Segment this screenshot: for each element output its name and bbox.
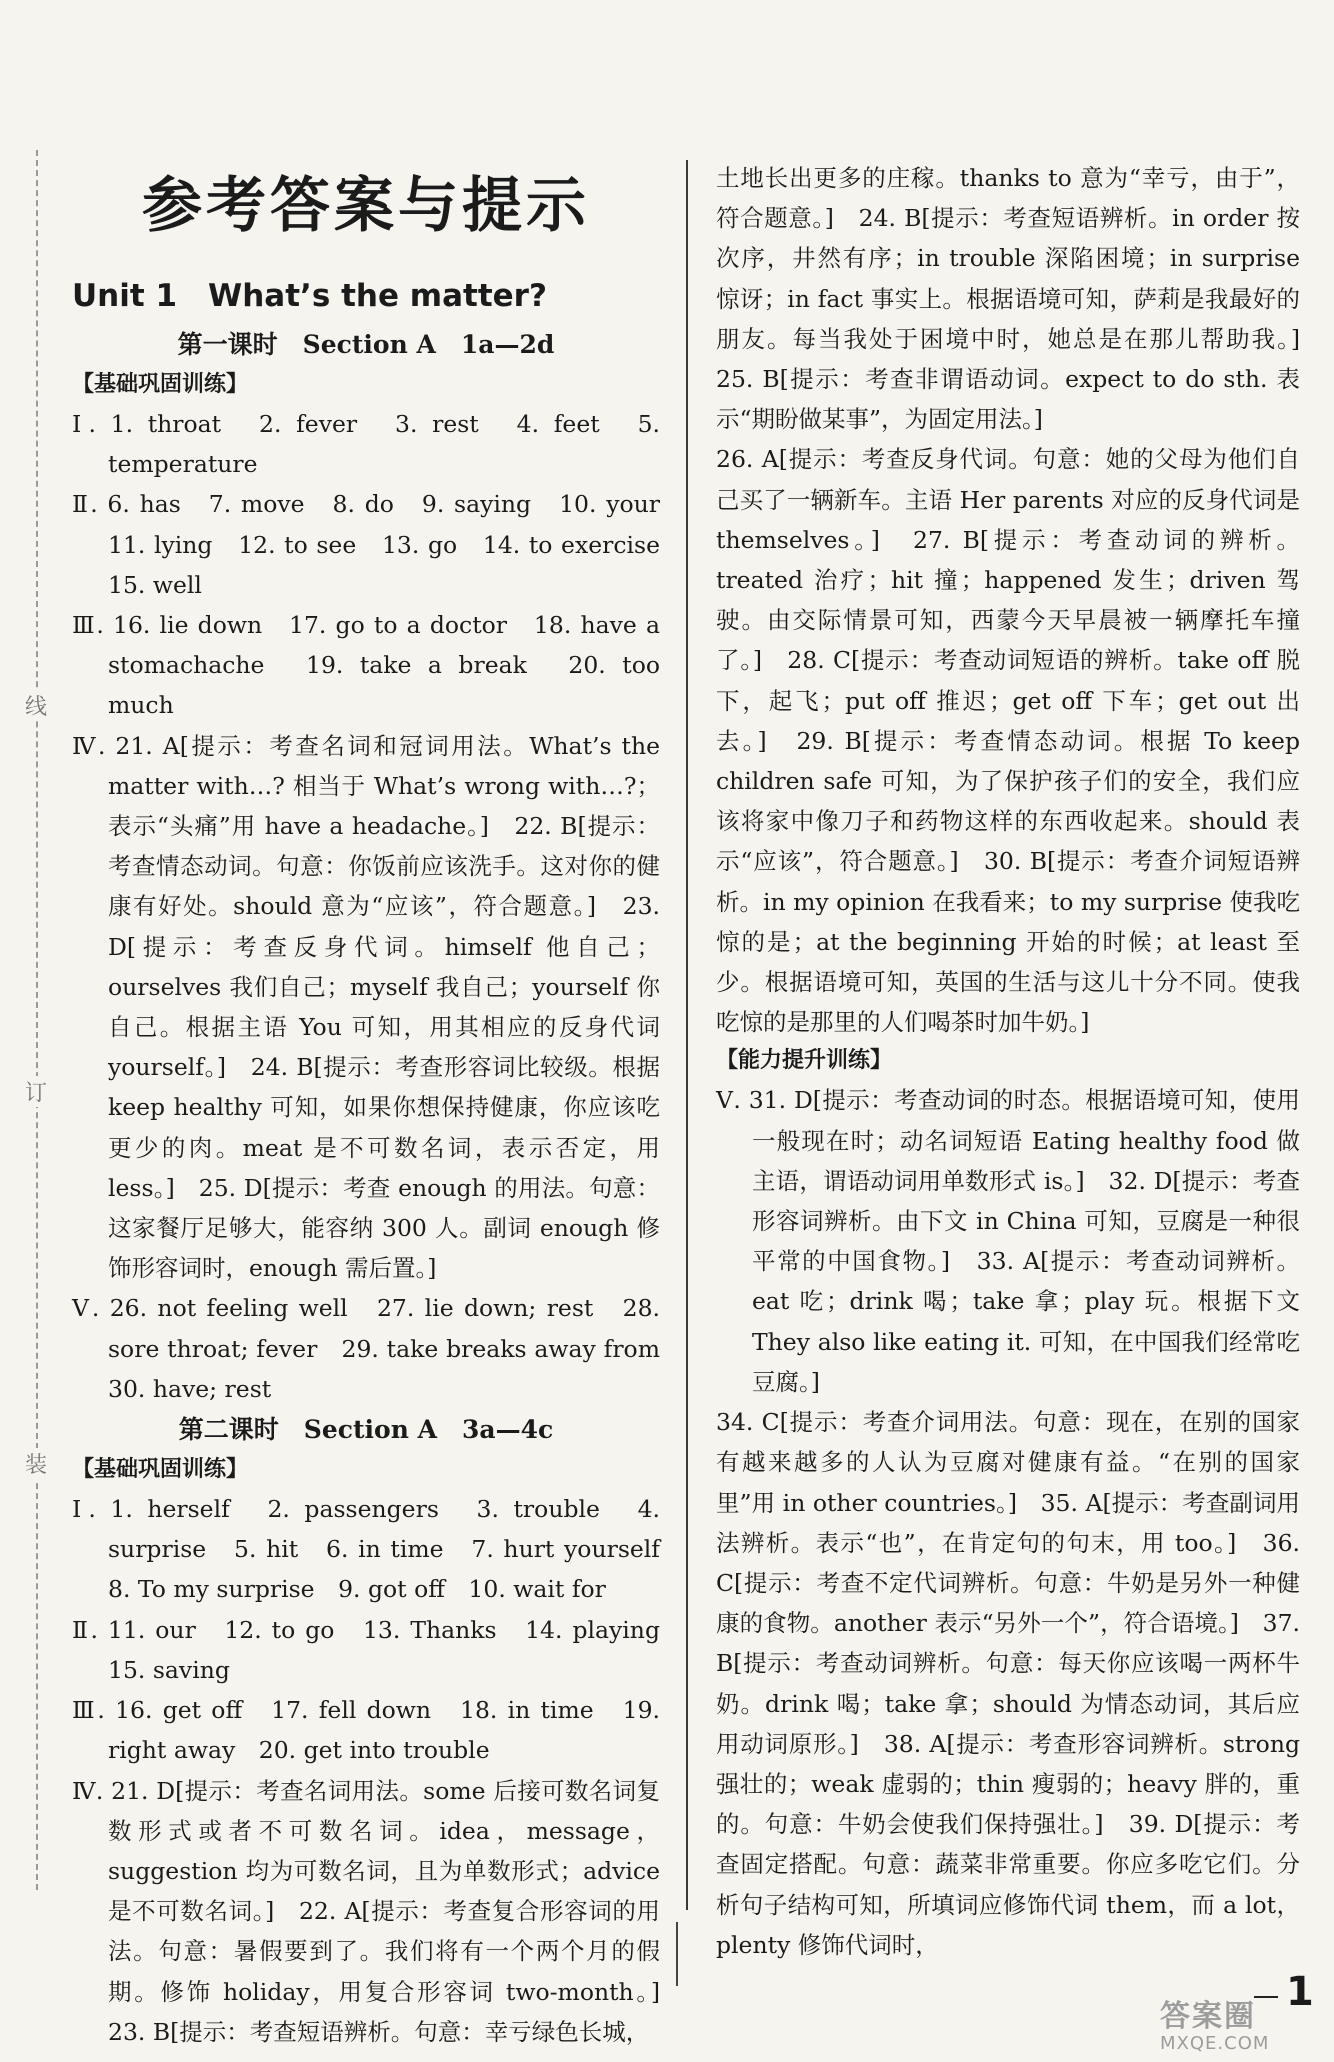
answer-block: Ⅲ. 16. lie down 17. go to a doctor 18. have a stomachache 19. take a break 20. too much: [72, 611, 660, 720]
lesson1-drill-basic: 【基础巩固训练】: [72, 372, 249, 397]
answer-block: Ⅱ. 6. has 7. move 8. do 9. saying 10. your 11. lying 12. to see 13. go 14. to exercise 15. well: [72, 490, 684, 599]
answer-block: Ⅴ. 26. not feeling well 27. lie down; rest 28. sore throat; fever 29. take breaks away from 30. have; rest: [72, 1294, 684, 1403]
lesson2-drill-basic: 【基础巩固训练】: [72, 1457, 249, 1483]
binding-mark-bind: 装: [18, 1448, 54, 1479]
page-title: 参考答案与提示: [142, 171, 590, 241]
watermark-logo: [1160, 2000, 1330, 2058]
answer-block: Ⅴ. 31. D[提示：考查动词的时态。根据语境可知，使用一般现在时；动名词短语 Eating healthy food 做主语，谓语动词用单数形式 is。] 32. D[提示：考查形容词辨析。由下文 in China 可知，豆腐是一种很平常的中国食物。] 33. A[提示：考查动词辨析。eat 吃；drink 喝；take 拿；play 玩。根据下文 They also like eating it. 可知，在中国我们经常吃豆腐。]: [716, 1086, 1300, 1396]
lesson2-heading: 第二课时 Section A 3a—4c: [178, 1415, 554, 1445]
binding-dashed-line: [36, 150, 38, 1890]
answer-block: 26. A[提示：考查反身代词。句意：她的父母为他们自己买了一辆新车。主语 Her parents 对应的反身代词是 themselves。] 27. B[提示：考查动词的辨析。treated 治疗；hit 撞；happened 发生；driven 驾驶。由交际情景可知，西蒙今天早晨被一辆摩托车撞了。] 28. C[提示：考查动词短语的辨析。take off 脱下，起飞；put off 推迟；get off 下车；get out 出去。] 29. B[提示：考查情态动词。根据 To keep children safe 可知，为了保护孩子们的安全，我们应该将家中像刀子和药物这样的东西收起来。should 表示“应该”，符合题意。] 30. B[提示：考查介词短语辨析。in my opinion 在我看来；to my surprise 使我吃惊的是；at the beginning 开始的时候；at least 至少。根据语境可知，英国的生活与这儿十分不同。使我吃惊的是那里的人们喝茶时加牛奶。]: [716, 445, 1301, 1037]
binding-mark-line: 线: [18, 690, 54, 721]
left-column: [72, 160, 684, 2052]
bottom-tick-mark: [676, 1922, 678, 1986]
column-divider: [686, 160, 688, 1910]
answer-block: 土地长出更多的庄稼。thanks to 意为“幸亏，由于”，符合题意。] 24. B[提示：考查短语辨析。in order 按次序，井然有序；in trouble 深陷困境；in surprise 惊讶；in fact 事实上。根据语境可知，萨莉是我最好的朋友。每当我处于困境中时，她总是在那儿帮助我。] 25. B[提示：考查非谓语动词。expect to do sth. 表示“期盼做某事”，为固定用法。]: [716, 164, 1324, 434]
watermark-url: MXQE.COM: [1160, 2033, 1270, 2054]
right-column: [716, 158, 1324, 1965]
unit-heading: Unit 1 What’s the matter?: [72, 278, 547, 314]
answer-block: Ⅱ. 11. our 12. to go 13. Thanks 14. playing 15. saving: [72, 1615, 684, 1684]
binding-mark-order: 订: [18, 1076, 54, 1107]
answer-block: Ⅰ. 1. herself 2. passengers 3. trouble 4. surprise 5. hit 6. in time 7. hurt yourself 8. To my surprise 9. got off 10. wait for: [72, 1495, 684, 1604]
answer-block: Ⅰ. 1. throat 2. fever 3. rest 4. feet 5. temperature: [72, 410, 660, 479]
answer-block: Ⅲ. 16. get off 17. fell down 18. in time 19. right away 20. get into trouble: [72, 1696, 660, 1765]
watermark-logo-text: 答案圈: [1160, 1999, 1256, 2034]
page-number: 1: [1286, 1969, 1314, 2015]
answer-block: 34. C[提示：考查介词用法。句意：现在，在别的国家有越来越多的人认为豆腐对健康有益。“在别的国家里”用 in other countries。] 35. A[提示：考查副词用法辨析。表示“也”，在肯定句的句末，用 too。] 36. C[提示：考查不定代词辨析。句意：牛奶是另外一种健康的食物。another 表示“另外一个”，符合语境。] 37. B[提示：考查动词辨析。句意：每天你应该喝一两杯牛奶。drink 喝；take 拿；should 为情态动词，其后应用动词原形。] 38. A[提示：考查形容词辨析。strong 强壮的；weak 虚弱的；thin 瘦弱的；heavy 胖的，重的。句意：牛奶会使我们保持强壮。] 39. D[提示：考查固定搭配。句意：蔬菜非常重要。你应多吃它们。分析句子结构可知，所填词应修饰代词 them，而 a lot，plenty 修饰代词时，: [716, 1408, 1300, 1959]
lesson1-heading: 第一课时 Section A 1a—2d: [177, 330, 555, 359]
drill-ability: 【能力提升训练】: [716, 1048, 893, 1074]
page-number-dash: [1254, 1996, 1278, 1998]
answer-block: Ⅳ. 21. A[提示：考查名词和冠词用法。What’s the matter with…? 相当于 What’s wrong with…?；表示“头痛”用 have a headache。] 22. B[提示：考查情态动词。句意：你饭前应该洗手。这对你的健康有好处。should 意为“应该”，符合题意。] 23. D[提示：考查反身代词。himself 他自己；ourselves 我们自己；myself 我自己；yourself 你自己。根据主语 You 可知，用其相应的反身代词 yourself。] 24. B[提示：考查形容词比较级。根据 keep healthy 可知，如果你想保持健康，你应该吃更少的肉。meat 是不可数名词，表示否定，用 less。] 25. D[提示：考查 enough 的用法。句意：这家餐厅足够大，能容纳 300 人。副词 enough 修饰形容词时，enough 需后置。]: [72, 731, 660, 1283]
answer-block: Ⅳ. 21. D[提示：考查名词用法。some 后接可数名词复数形式或者不可数名词。idea，message，suggestion 均为可数名词，且为单数形式；advice 是不可数名词。] 22. A[提示：考查复合形容词的用法。句意：暑假要到了。我们将有一个两个月的假期。修饰 holiday，用复合形容词 two-month。] 23. B[提示：考查短语辨析。句意：幸亏绿色长城，: [72, 1776, 684, 2046]
